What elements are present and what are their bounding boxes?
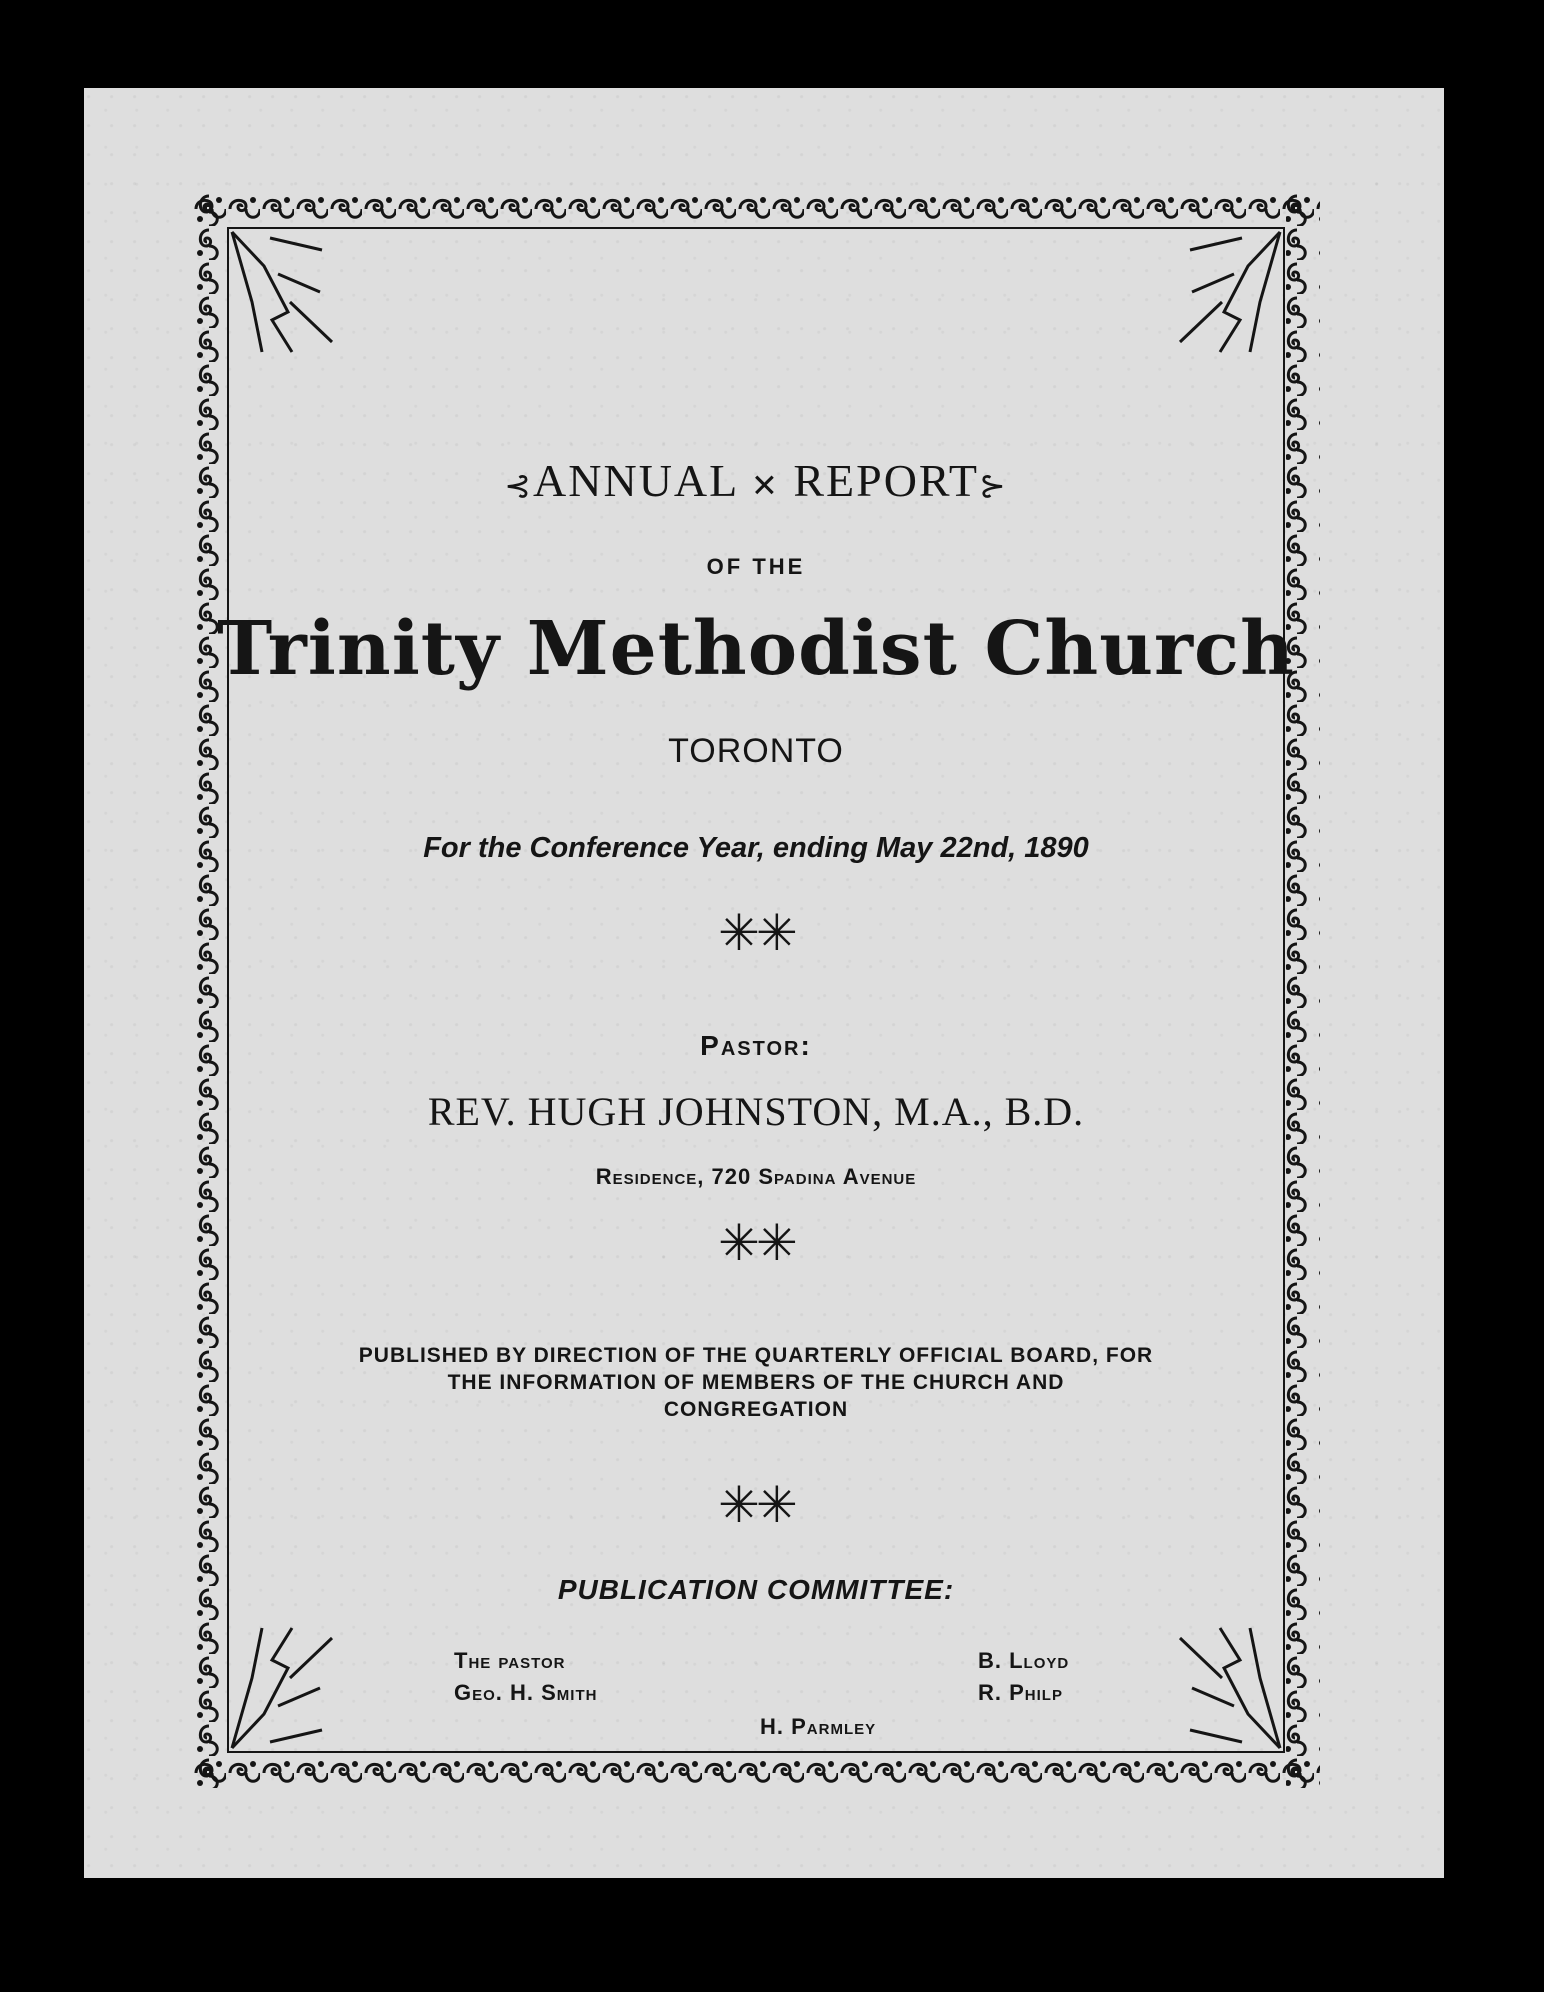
heading-word-report: REPORT xyxy=(793,455,979,506)
right-ornament: ⊱ xyxy=(978,467,1008,504)
separator-ornament: ✕ xyxy=(751,467,780,504)
divider-ornament: ✳✳ xyxy=(718,1476,794,1534)
pastor-residence: Residence, 720 Spadina Avenue xyxy=(595,1164,917,1189)
divider-ornament: ✳✳ xyxy=(718,1214,794,1272)
published-note-line: CONGREGATION xyxy=(663,1398,849,1421)
city-name: TORONTO xyxy=(668,732,844,770)
pastor-label: Pastor: xyxy=(700,1030,812,1061)
committee-title: PUBLICATION COMMITTEE: xyxy=(557,1574,955,1605)
committee-member: R. Philp xyxy=(978,1680,1063,1705)
committee-member: Geo. H. Smith xyxy=(454,1680,598,1705)
document-page xyxy=(84,88,1444,1878)
conference-year: For the Conference Year, ending May 22nd, 1890 xyxy=(423,832,1089,864)
of-the-label: OF THE xyxy=(706,554,806,579)
title-page-content xyxy=(192,192,1320,1788)
committee-member: B. Lloyd xyxy=(978,1648,1070,1673)
committee-member: The pastor xyxy=(454,1648,566,1673)
published-note-line: THE INFORMATION OF MEMBERS OF THE CHURCH AND xyxy=(447,1371,1065,1394)
annual-report-heading xyxy=(192,454,1320,507)
pastor-name: REV. HUGH JOHNSTON, M.A., B.D. xyxy=(427,1089,1085,1134)
divider-ornament: ✳✳ xyxy=(718,904,794,962)
heading-word-annual: ANNUAL xyxy=(533,455,738,506)
published-note-line: PUBLISHED BY DIRECTION OF THE QUARTERLY OFFICIAL BOARD, FOR xyxy=(358,1344,1154,1367)
committee-member: H. Parmley xyxy=(760,1714,877,1739)
left-ornament: ⊰ xyxy=(504,467,534,504)
church-name: Trinity Methodist Church xyxy=(217,606,1295,692)
